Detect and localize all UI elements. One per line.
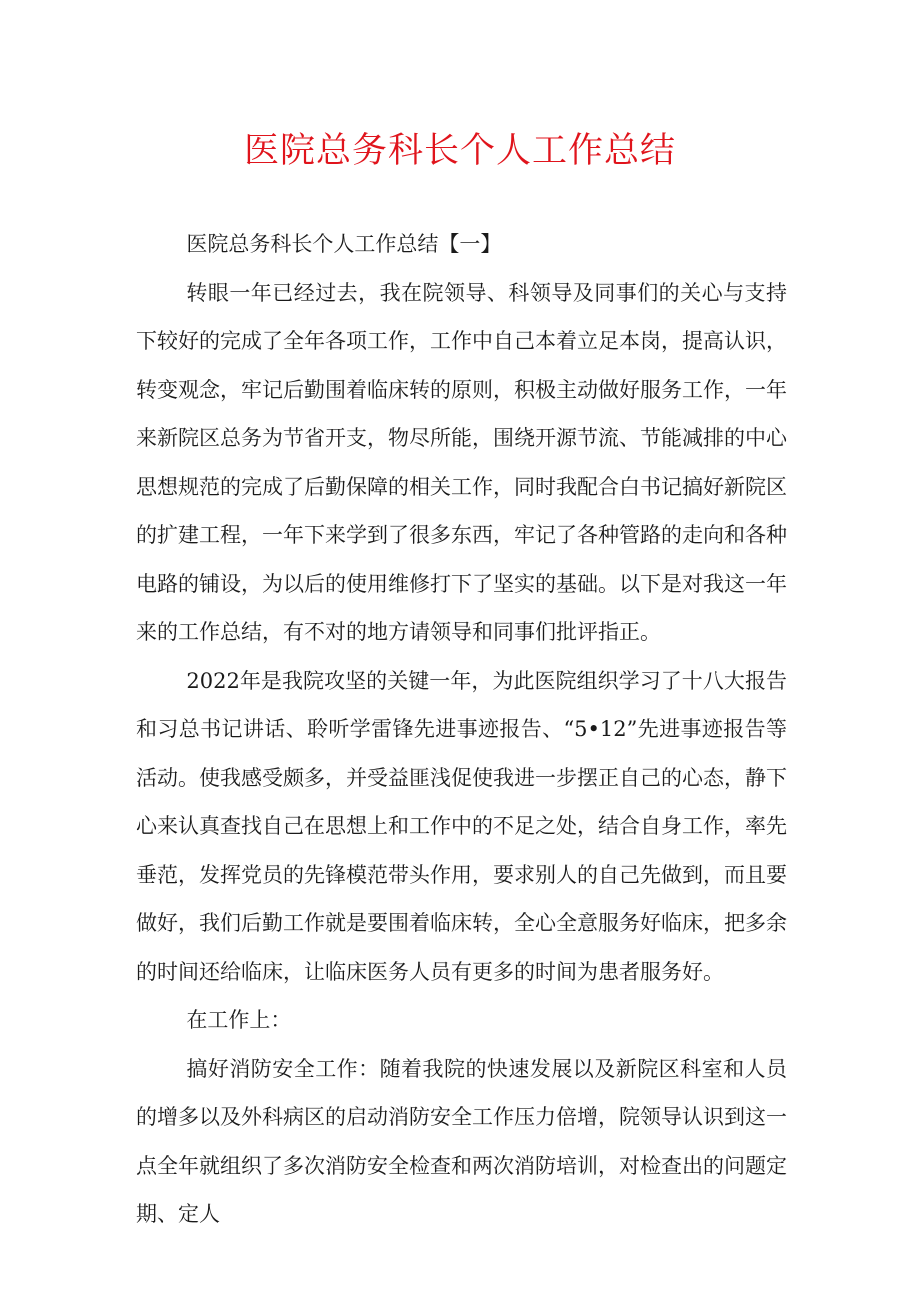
paragraph-work-heading: 在工作上： xyxy=(186,1008,292,1032)
paragraph-intro: 转眼一年已经过去，我在院领导、科领导及同事们的关心与支持下较好的完成了全年各项工作，工作中自己本着立足本岗，提高认识，转变观念，牢记后勤围着临床转的原则，积极主动做好服务工作，一年来新院区总务为节省开支，物尽所能，围绕开源节流、节能减排的中心思想规范的完成了后勤保障的相关工作，同时我配合白书记搞好新院区的扩建工程，一年下来学到了很多东西，牢记了各种管路的走向和各种电路的铺设，为以后的使用维修打下了坚实的基础。以下是对我这一年来的工作总结，有不对的地方请领导和同事们批评指正。 xyxy=(136,280,787,644)
paragraph-fire-safety: 搞好消防安全工作：随着我院的快速发展以及新院区科室和人员的增多以及外科病区的启动消防安全工作压力倍增，院领导认识到这一点全年就组织了多次消防安全检查和两次消防培训，对检查出的问题定期、定人 xyxy=(136,1056,787,1226)
section-heading: 医院总务科长个人工作总结【一】 xyxy=(186,232,502,256)
document-body xyxy=(136,220,787,1239)
document-title: 医院总务科长个人工作总结 xyxy=(243,131,676,171)
paragraph-study: 2022年是我院攻坚的关键一年，为此医院组织学习了十八大报告和习总书记讲话、聆听学雷锋先进事迹报告、“5•12”先进事迹报告等活动。使我感受颇多，并受益匪浅促使我进一步摆正自己的心态，静下心来认真查找自己在思想上和工作中的不足之处，结合自身工作，率先垂范，发挥党员的先锋模范带头作用，要求别人的自己先做到，而且要做好，我们后勤工作就是要围着临床转，全心全意服务好临床，把多余的时间还给临床，让临床医务人员有更多的时间为患者服务好。 xyxy=(136,668,787,984)
